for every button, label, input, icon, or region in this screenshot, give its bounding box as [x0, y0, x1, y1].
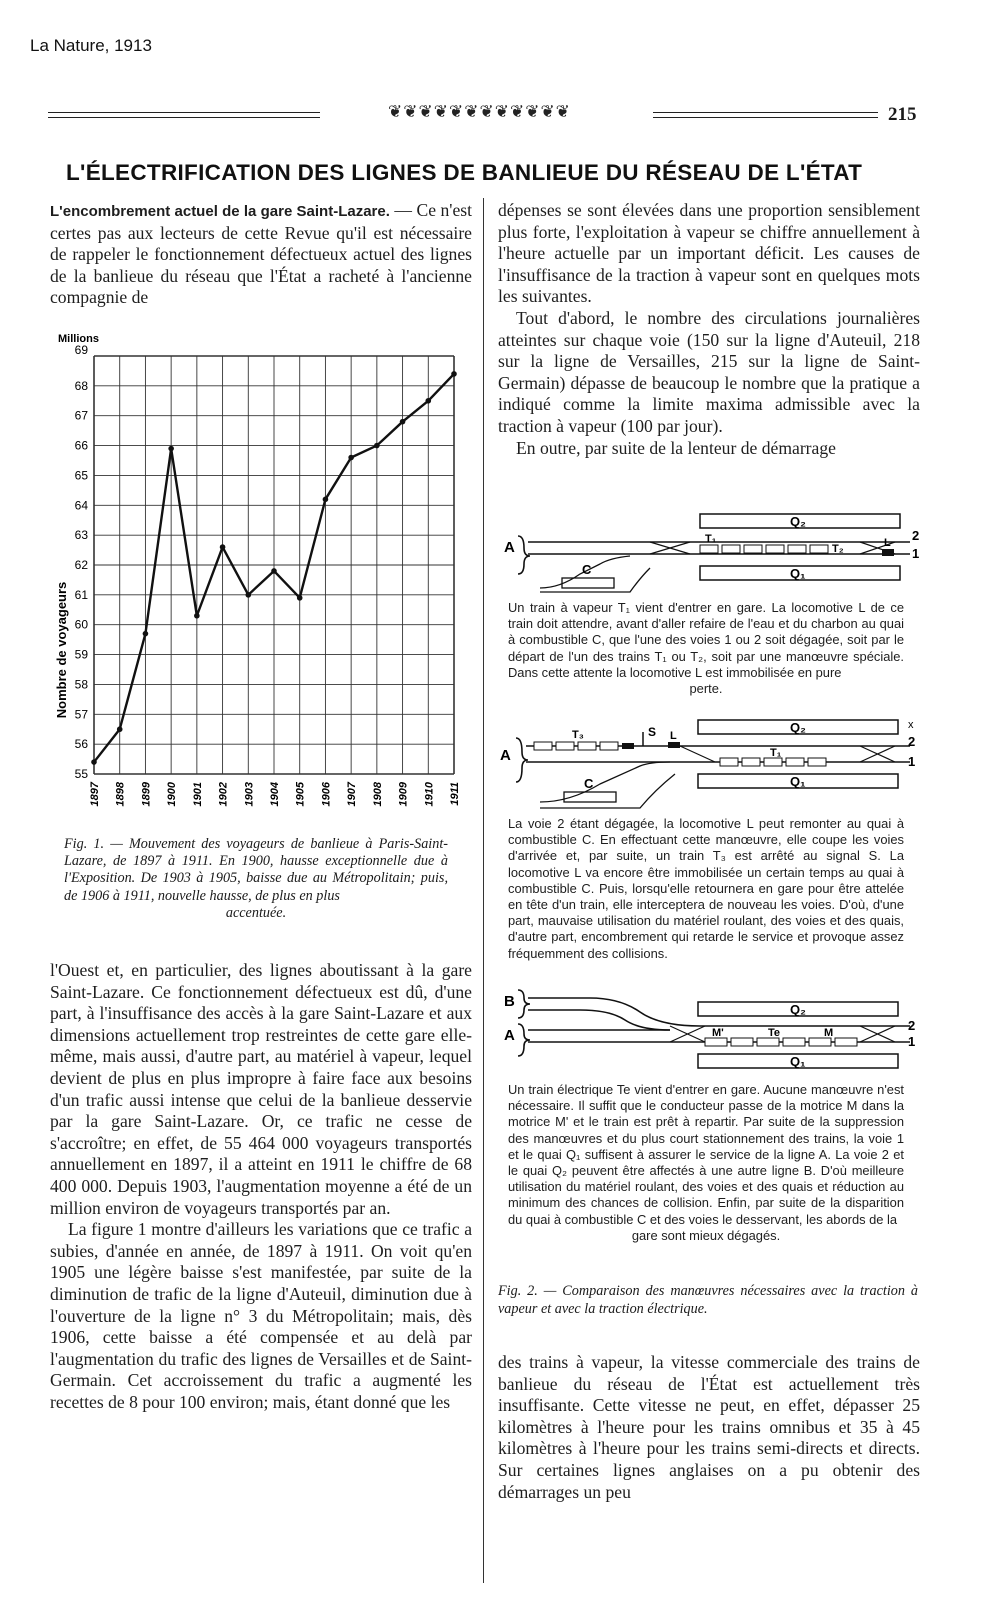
diagram-steam-2: [500, 714, 920, 814]
x-tick-label: 1907: [346, 782, 359, 807]
x-tick-label: 1898: [114, 782, 127, 807]
q2-label: Q₂: [790, 720, 806, 735]
figure-1-caption: [64, 836, 448, 922]
l-label: L: [670, 730, 677, 742]
y-tick-label: 61: [74, 587, 88, 602]
paragraph: l'Ouest et, en particulier, des lignes aboutissant à la gare Saint-Lazare. Ce fonctionnement défectueux est dû, d'une part, à l'insuffisance des accès à la gare Saint-Lazare et aux dimensions actuellement trop restreintes de cette gare elle-même, mais aussi, d'autre part, au matériel à vapeur, lequel devient de plus en plus impropre à faire face aux besoins d'un trafic aussi intense que celui de la banlieue desservie par la gare Saint-Lazare. Or, ce trafic ne cesse de s'accroître; en effet, de 55 464 000 voyageurs transportés annuellement en 1897, il a atteint en 1911 le chiffre de 68 400 000. Depuis 1903, l'augmentation moyenne a été de un million environ de voyageurs transportés par an.: [50, 960, 472, 1218]
q1-label: Q₁: [790, 774, 806, 789]
data-point: [245, 592, 251, 598]
diagram-electric: [500, 986, 920, 1081]
chart-grid: [94, 356, 454, 774]
y-unit-label: Millions: [58, 333, 99, 345]
x-tick-label: 1900: [166, 782, 179, 807]
y-tick-label: 55: [74, 767, 88, 781]
y-tick-label: 60: [74, 617, 88, 632]
l-label: L: [884, 537, 891, 549]
paragraph: En outre, par suite de la lenteur de démarrage: [516, 437, 836, 458]
q2-label: Q₂: [790, 514, 806, 529]
x-tick-label: 1904: [269, 782, 281, 807]
figure-1-caption-text: — Mouvement des voyageurs de banlieue à Paris-Saint-Lazare, de 1897 à 1911. En 1900, hausse exceptionnelle due à l'Exposition. De 1903 à 1905, baisse due au Métropolitain; puis, de 1906 à 1911, nouvelle hausse, de plus en plus: [64, 836, 448, 904]
data-point: [220, 544, 226, 550]
x-tick-label: 1906: [320, 782, 333, 807]
y-tick-label: 68: [74, 378, 88, 393]
m-label: M: [824, 1027, 834, 1039]
x-tick-label: 1899: [140, 782, 153, 807]
data-point: [194, 613, 200, 619]
q1-label: Q₁: [790, 566, 806, 581]
diagram-steam-1: [500, 508, 920, 600]
train-t2: [810, 545, 828, 553]
diagram-3-caption-text: Un train électrique Te vient d'entrer en gare. Aucune manœuvre n'est nécessaire. Il suffit que le conducteur passe de la motrice M dans la motrice M' et le train est prêt à repartir. Par suite de la suppression des manœuvres et du plus court stationnement des trains, la voie 1 et le quai Q₁ suffisent à assurer le service de la ligne A. La voie 2 et le quai Q₂ peuvent être affectés à une autre ligne B. D'où meilleure utilisation du matériel roulant, des voies et des quais et réduction au minimum des chances de collision. Enfin, par suite de la disparition du quai à combustible C et des voies le desservant, les abords de la: [508, 1082, 904, 1227]
q2-label: Q₂: [790, 1002, 806, 1017]
page-number: 215: [888, 104, 917, 125]
y-tick-label: 63: [74, 528, 88, 543]
c-label: C: [582, 562, 592, 577]
paragraph: dépenses se sont élevées dans une proportion sensiblement plus forte, l'exploitation à vapeur se chiffre annuellement à l'heure actuelle par un important déficit. Les causes de l'insuffisance de la traction à vapeur sont en quelques mots les suivantes.: [498, 200, 920, 307]
diagram-3-caption-end: gare sont mieux dégagés.: [631, 1227, 781, 1243]
q1-label: Q₁: [790, 1054, 806, 1069]
x-tick-label: 1901: [191, 782, 204, 807]
y-tick-label: 67: [74, 408, 88, 423]
figure-2-caption: [498, 1282, 918, 1318]
paragraph: des trains à vapeur, la vitesse commerciale des trains de banlieue du réseau de l'État est actuellement très insuffisante. Cette vitesse ne peut, en effet, dépasser 25 kilomètres à l'heure pour les trains omnibus et 35 à 45 kilomètres à l'heure pour les trains semi-directs et directs. Sur certaines lignes anglaises on a pu obtenir des démarrages un peu: [498, 1352, 920, 1502]
intro-text: — Ce n'est certes pas aux lecteurs de cette Revue qu'il est nécessaire de rappeler le fonctionnement défectueux actuel des lignes de la banlieue du réseau que l'État a racheté à l'ancienne compagnie de: [50, 200, 473, 308]
line-a-label: A: [504, 539, 515, 556]
left-column-body: [50, 960, 472, 1413]
y-tick-label: 64: [74, 498, 88, 513]
data-point: [451, 371, 457, 377]
figure-2-caption-text: — Comparaison des manœuvres nécessaires avec la traction à vapeur et avec la traction électrique.: [498, 1283, 919, 1317]
locomotive-l: [882, 549, 894, 556]
diagram-3-caption: [508, 1082, 904, 1244]
diagram-1-caption-end: perte.: [689, 681, 723, 697]
data-point: [143, 631, 149, 637]
data-point: [425, 398, 431, 404]
x-tick-label: 1903: [243, 782, 256, 807]
line-a-label: A: [500, 747, 511, 764]
t2-label: T₂: [832, 543, 844, 555]
m-prime-label: M': [712, 1027, 724, 1039]
track-1-label: 1: [908, 754, 916, 769]
data-point: [348, 455, 354, 461]
te-label: Te: [768, 1027, 781, 1039]
header-rule: [48, 102, 920, 128]
figure-1-label: Fig. 1.: [64, 836, 105, 852]
data-point: [400, 419, 406, 425]
c-label: C: [584, 776, 594, 791]
y-tick-label: 65: [74, 468, 88, 483]
y-tick-label: 62: [74, 558, 88, 572]
left-column-intro: [50, 200, 472, 309]
x-tick-label: 1910: [423, 782, 436, 807]
line-b-label: B: [504, 993, 515, 1010]
y-tick-label: 66: [74, 438, 88, 453]
data-point: [168, 446, 174, 452]
right-column-body: [498, 1352, 920, 1503]
s-label: S: [648, 725, 657, 739]
train-t1: [700, 545, 806, 553]
passenger-chart: [54, 330, 474, 820]
data-point: [271, 568, 277, 574]
diagram-1-caption-text: Un train à vapeur T₁ vient d'entrer en gare. La locomotive L de ce train doit attendre, avant d'aller refaire de l'eau et du charbon au quai à combustible C, que l'une des voies 1 ou 2 soit dégagée, soit par le départ de l'un des trains T₁ ou T₂, soit par une manœuvre spéciale. Dans cette attente la locomotive L est immobilisée en pure: [508, 600, 904, 680]
y-tick-label: 57: [74, 707, 88, 722]
track-2-label: 2: [912, 528, 920, 543]
t1-label: T₁: [705, 533, 717, 545]
track-1-label: 1: [912, 546, 920, 561]
train-t1: [720, 758, 826, 766]
data-point: [374, 443, 380, 449]
y-axis-label: Nombre de voyageurs: [54, 581, 69, 719]
diagram-2-caption: [508, 816, 904, 962]
x-label: x: [908, 719, 914, 731]
column-divider: [483, 198, 484, 1583]
source-label: La Nature, 1913: [30, 36, 152, 55]
x-tick-label: 1911: [449, 782, 461, 806]
figure-2-label: Fig. 2.: [498, 1283, 538, 1299]
right-column-intro: [498, 200, 920, 459]
x-tick-label: 1902: [217, 782, 230, 807]
line-a-label: A: [504, 1027, 515, 1044]
diagram-1-caption: [508, 600, 904, 697]
section-heading: L'encombrement actuel de la gare Saint-Lazare.: [50, 203, 390, 220]
paragraph: La figure 1 montre d'ailleurs les variations que ce trafic a subies, d'année en année, de 1897 à 1911. On voit qu'en 1905 une légère baisse s'est manifestée, par suite de la diminution de trafic de la ligne d'Auteuil, diminution due à l'ouverture de la ligne n° 3 du Métropolitain; mais, dès 1906, cette baisse a été compensée et au delà par l'augmentation du trafic des lignes de Versailles et de Saint-Germain. Cet accroissement du trafic a augmenté les recettes de 8 pour 100 environ; mais, étant donné que les: [50, 1219, 472, 1412]
data-point: [297, 595, 303, 601]
x-tick-label: 1908: [371, 782, 384, 807]
x-tick-labels: [89, 781, 461, 806]
t1-label: T₁: [770, 747, 782, 759]
track-1-label: 1: [908, 1034, 916, 1049]
article-title: L'ÉLECTRIFICATION DES LIGNES DE BANLIEUE DU RÉSEAU DE L'ÉTAT: [66, 160, 863, 185]
y-tick-labels: [75, 343, 89, 781]
x-tick-label: 1909: [397, 782, 410, 807]
y-tick-label: 69: [74, 343, 88, 357]
data-point: [117, 726, 123, 732]
track-2-label: 2: [908, 1018, 916, 1033]
y-tick-label: 56: [74, 737, 88, 752]
t3-label: T₃: [572, 729, 584, 741]
figure-1-caption-end: accentuée.: [225, 904, 287, 921]
x-tick-label: 1897: [89, 782, 101, 807]
track-2-label: 2: [908, 734, 916, 749]
locomotive-l: [668, 742, 680, 748]
y-tick-label: 58: [74, 677, 88, 692]
paragraph: Tout d'abord, le nombre des circulations journalières atteintes sur chaque voie (150 sur la ligne d'Auteuil, 218 sur la ligne de Versailles, 215 sur la ligne de Saint-Germain) dépasse de beaucoup le nombre que la pratique a indiqué comme la limite maxima admissible avec la traction à vapeur (100 par jour).: [498, 307, 920, 436]
data-point: [91, 759, 97, 765]
data-point: [323, 497, 329, 503]
diagram-2-caption-text: La voie 2 étant dégagée, la locomotive L peut remonter au quai à combustible C. En effectuant cette manœuvre, elle coupe les voies d'arrivée et, par suite, un train T₃ est arrêté au signal S. La locomotive L va encore être immobilisée un certain temps au quai à combustible C. Puis, lorsqu'elle retournera en gare pour être attelée en tête d'un train, elle interceptera de nouveau les voies. D'où, d'une part, mauvaise utilisation du matériel roulant, des voies et des quais, d'autre part, encombrement qui retarde le service et provoque assez fréquemment des collisions.: [508, 816, 904, 961]
x-tick-label: 1905: [294, 782, 307, 807]
y-tick-label: 59: [74, 647, 88, 662]
intro-paragraph: [50, 200, 472, 309]
header-ornament: ❦❦❦❦❦❦❦❦❦❦❦❦: [388, 102, 571, 122]
